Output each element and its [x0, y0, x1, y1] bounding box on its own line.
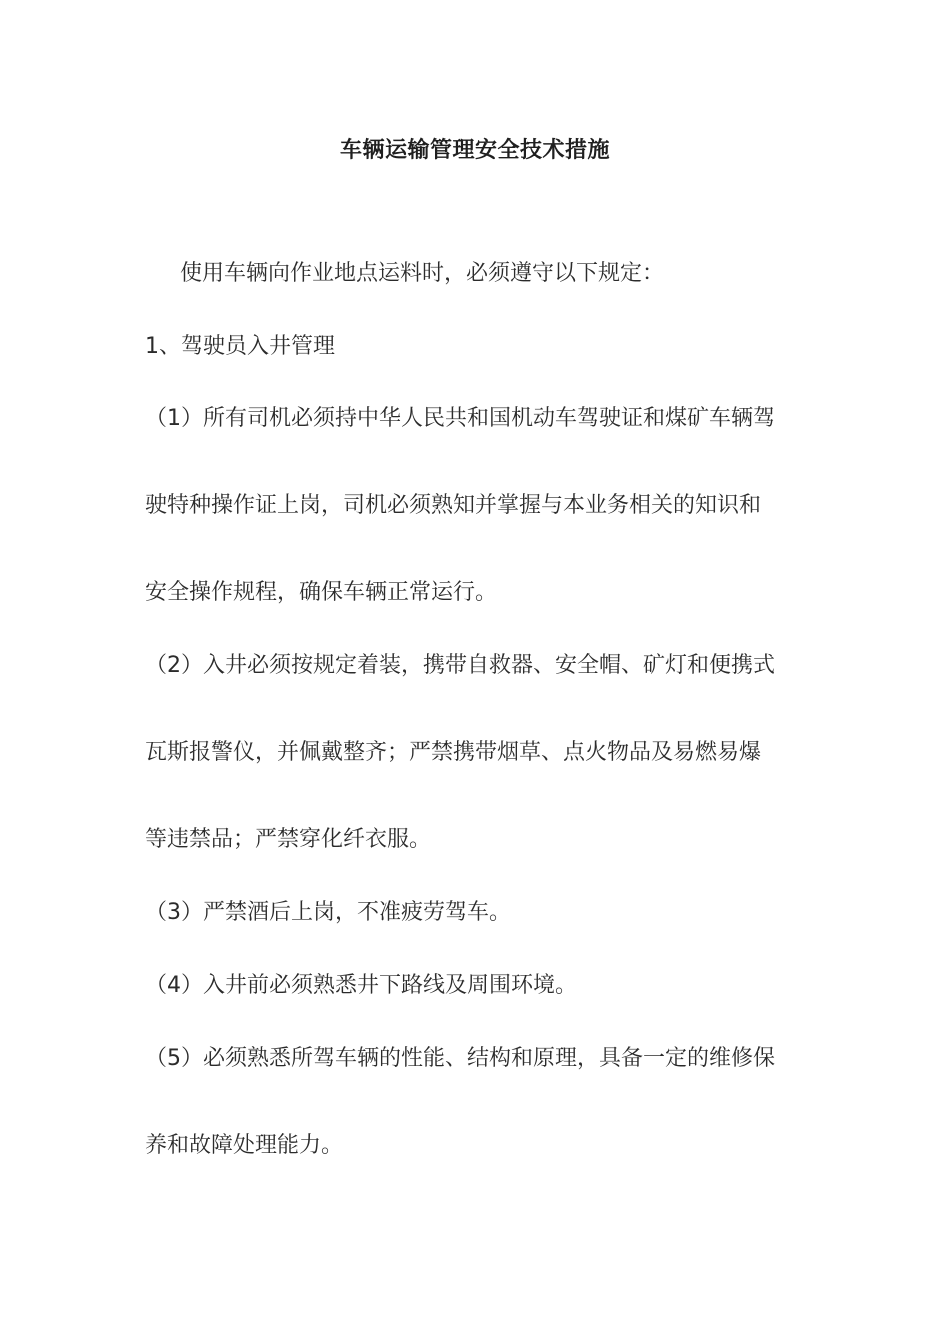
item-4-line-1: （4）入井前必须熟悉井下路线及周围环境。 — [145, 973, 577, 998]
item-2-line-3: 等违禁品；严禁穿化纤衣服。 — [145, 827, 432, 852]
item-2-line-2: 瓦斯报警仪，并佩戴整齐；严禁携带烟草、点火物品及易燃易爆 — [145, 740, 762, 765]
item-5-line-1: （5）必须熟悉所驾车辆的性能、结构和原理，具备一定的维修保 — [145, 1046, 775, 1071]
item-1-line-1: （1）所有司机必须持中华人民共和国机动车驾驶证和煤矿车辆驾 — [145, 406, 775, 431]
section-heading: 1、驾驶员入井管理 — [145, 334, 335, 359]
item-1-line-3: 安全操作规程，确保车辆正常运行。 — [145, 580, 498, 605]
item-2-line-1: （2）入井必须按规定着装，携带自救器、安全帽、矿灯和便携式 — [145, 653, 775, 678]
document-title: 车辆运输管理安全技术措施 — [339, 138, 610, 163]
item-3-line-1: （3）严禁酒后上岗，不准疲劳驾车。 — [145, 900, 511, 925]
item-1-line-2: 驶特种操作证上岗，司机必须熟知并掌握与本业务相关的知识和 — [145, 493, 762, 518]
intro-paragraph: 使用车辆向作业地点运料时，必须遵守以下规定： — [180, 261, 665, 286]
item-5-line-2: 养和故障处理能力。 — [145, 1133, 344, 1158]
